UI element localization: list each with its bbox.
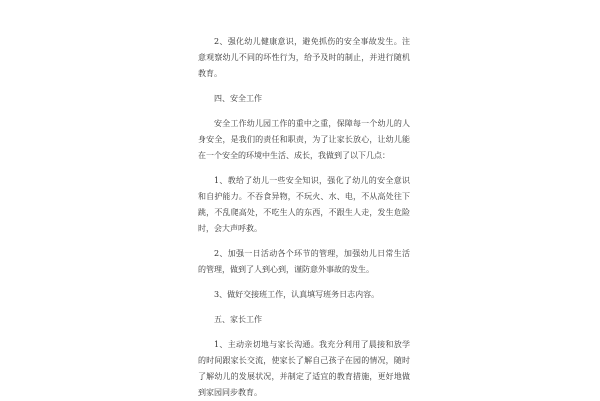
paragraph-safety-intro: 安全工作幼儿园工作的重中之重，保障每一个幼儿的人身安全，是我们的责任和职责，为了让家长放心，让幼儿能在一个安全的环境中生活、成长，我做到了以下几点： [198,119,410,160]
section-heading-safety: 四、安全工作 [214,94,262,103]
paragraph-parent-communication: 1、主动亲切地与家长沟通。我充分利用了晨接和放学的时间跟家长交流，使家长了解自己孩子在园的情况，随时了解幼儿的发展状况，并制定了适宜的教育措施，更好地做到家园同步教育。 [198,340,410,397]
paragraph-daily-management: 2、加强一日活动各个环节的管理，加强幼儿日常生活的管理，做到了人到心到，谨防意外事故的发生。 [198,249,410,274]
document-page [198,34,410,401]
section-heading-parents: 五、家长工作 [214,315,262,324]
paragraph-handover: 3、做好交接班工作，认真填写班务日志内容。 [214,290,380,299]
paragraph-safety-awareness: 2、强化幼儿健康意识，避免抓伤的安全事故发生。注意观察幼儿不同的坏性行为，给予及时的制止，并进行随机教育。 [198,37,410,78]
paragraph-safety-knowledge: 1、教给了幼儿一些安全知识，强化了幼儿的安全意识和自护能力。不吞食异物，不玩火、水、电，不从高处往下跳，不乱爬高处，不吃生人的东西，不跟生人走，发生危险时，会大声呼救。 [198,176,410,233]
